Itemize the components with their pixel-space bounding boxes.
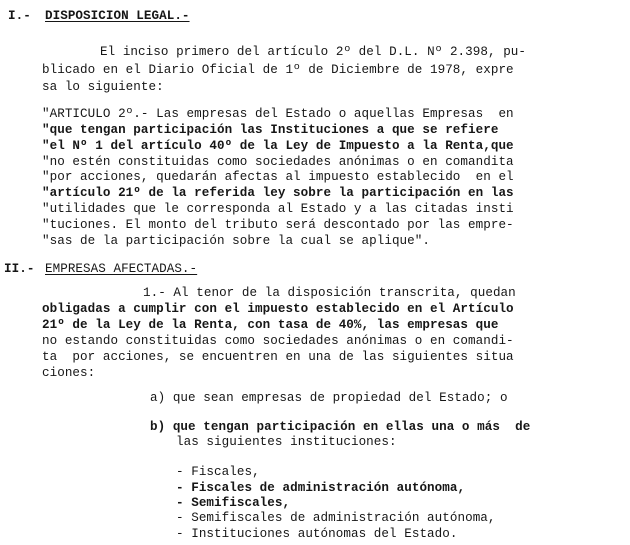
para-line: 21º de la Ley de la Renta, con tasa de 40%, las empresas que: [42, 318, 499, 332]
institution-item: - Fiscales de administración autónoma,: [176, 481, 466, 495]
section-2-title: EMPRESAS AFECTADAS.-: [45, 262, 198, 276]
quote-line: "ARTICULO 2º.- Las empresas del Estado o aquellas Empresas en: [42, 107, 514, 121]
quote-line: "por acciones, quedarán afectas al impuesto establecido en el: [42, 170, 514, 184]
quote-line: "tuciones. El monto del tributo será descontado por las empre-: [42, 218, 514, 232]
para-line: ciones:: [42, 366, 96, 380]
para-line: no estando constituidas como sociedades anónimas o en comandi-: [42, 334, 514, 348]
item-a: a) que sean empresas de propiedad del Estado; o: [150, 391, 508, 405]
section-2-number: II.-: [4, 262, 35, 276]
quote-line: "artículo 21º de la referida ley sobre la participación en las: [42, 186, 514, 200]
para-line: obligadas a cumplir con el impuesto establecido en el Artículo: [42, 302, 514, 316]
item-b-line: las siguientes instituciones:: [176, 435, 397, 449]
section-1-number: I.-: [8, 9, 31, 23]
institution-item: - Semifiscales de administración autónoma,: [176, 511, 496, 525]
quote-line: "que tengan participación las Instituciones a que se refiere: [42, 123, 499, 137]
institution-item: - Fiscales,: [176, 465, 260, 479]
institution-item: - Instituciones autónomas del Estado.: [176, 527, 458, 541]
intro-line: blicado en el Diario Oficial de 1º de Diciembre de 1978, expre: [42, 63, 514, 77]
quote-line: "el Nº 1 del artículo 40º de la Ley de Impuesto a la Renta,que: [42, 139, 514, 153]
intro-line: El inciso primero del artículo 2º del D.L. Nº 2.398, pu-: [100, 45, 527, 59]
institution-item: - Semifiscales,: [176, 496, 291, 510]
para-line: ta por acciones, se encuentren en una de las siguientes situa: [42, 350, 514, 364]
quote-line: "no estén constituidas como sociedades anónimas o en comandita: [42, 155, 514, 169]
section-1-title: DISPOSICION LEGAL.-: [45, 9, 190, 23]
intro-line: sa lo siguiente:: [42, 80, 164, 94]
item-b-line: b) que tengan participación en ellas una o más de: [150, 420, 531, 434]
para-line: 1.- Al tenor de la disposición transcrita, quedan: [143, 286, 516, 300]
quote-line: "sas de la participación sobre la cual se aplique".: [42, 234, 430, 248]
quote-line: "utilidades que le corresponda al Estado y a las citadas insti: [42, 202, 514, 216]
